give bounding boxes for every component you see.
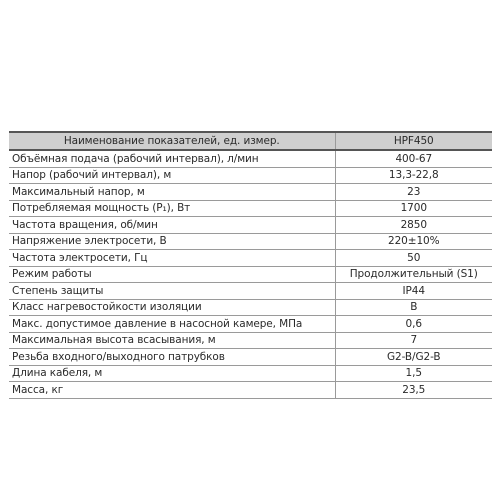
row-name: Частота вращения, об/мин — [9, 217, 335, 234]
row-value: 2850 — [400, 218, 427, 231]
header-parameter-name: Наименование показателей, ед. измер. — [9, 132, 335, 150]
row-value: 1700 — [400, 202, 427, 215]
row-name: Макс. допустимое давление в насосной камере, МПа — [9, 316, 335, 333]
header-model: HPF450 — [393, 135, 434, 147]
table-row — [9, 217, 492, 234]
row-name: Объёмная подача (рабочий интервал), л/мин — [9, 150, 335, 167]
row-name: Режим работы — [9, 266, 335, 283]
row-value: 23 — [407, 185, 421, 198]
row-value: 0,6 — [405, 317, 422, 330]
header-row — [9, 132, 492, 150]
row-name: Потребляемая мощность (P₁), Вт — [9, 200, 335, 217]
table-row — [9, 299, 492, 316]
row-name: Степень защиты — [9, 283, 335, 300]
row-value: Продолжительный (S1) — [349, 268, 478, 281]
table-header — [9, 132, 492, 150]
table-row — [9, 283, 492, 300]
table-row — [9, 365, 492, 382]
row-value: 13,3-22,8 — [388, 169, 439, 182]
table-row — [9, 233, 492, 250]
table-row — [9, 332, 492, 349]
row-value: G2-B/G2-B — [386, 350, 441, 363]
row-name: Длина кабеля, м — [9, 365, 335, 382]
row-name: Напор (рабочий интервал), м — [9, 167, 335, 184]
row-value: 220±10% — [388, 235, 440, 248]
row-name: Максимальный напор, м — [9, 184, 335, 201]
row-value: 400-67 — [395, 152, 433, 165]
table-row — [9, 266, 492, 283]
table-row — [9, 349, 492, 366]
row-name: Масса, кг — [9, 382, 335, 399]
row-value: B — [410, 301, 418, 314]
table-row — [9, 167, 492, 184]
table-row — [9, 184, 492, 201]
table-body — [9, 150, 492, 398]
row-name: Класс нагревостойкости изоляции — [9, 299, 335, 316]
table-row — [9, 250, 492, 267]
table-row — [9, 150, 492, 167]
row-name: Резьба входного/выходного патрубков — [9, 349, 335, 366]
row-name: Напряжение электросети, В — [9, 233, 335, 250]
specifications-table — [9, 131, 492, 399]
table-row — [9, 200, 492, 217]
table-row — [9, 382, 492, 399]
row-value: 1,5 — [405, 367, 422, 380]
table-row — [9, 316, 492, 333]
row-value: 50 — [407, 251, 421, 264]
row-value: IP44 — [402, 284, 425, 297]
row-name: Частота электросети, Гц — [9, 250, 335, 267]
row-value: 7 — [410, 334, 418, 347]
row-name: Максимальная высота всасывания, м — [9, 332, 335, 349]
row-value: 23,5 — [402, 383, 426, 396]
